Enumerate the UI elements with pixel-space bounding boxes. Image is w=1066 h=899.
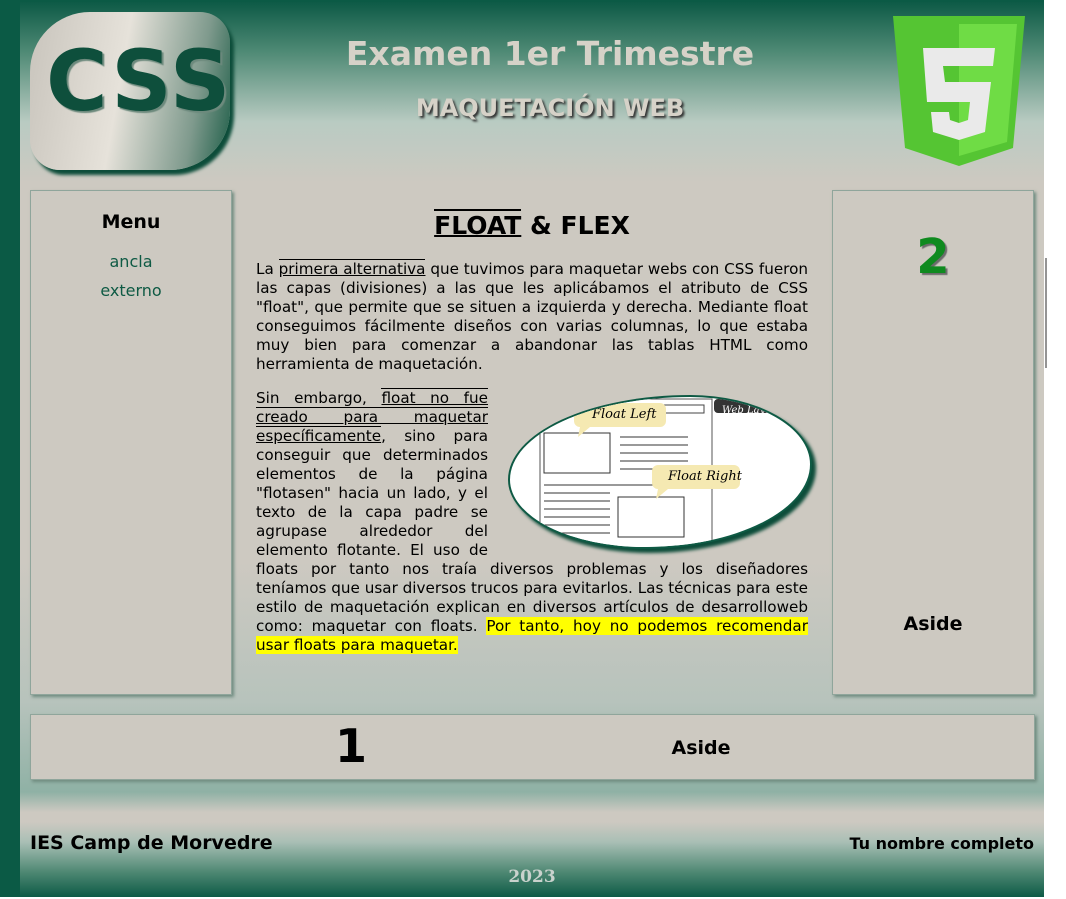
float-no-fue-link[interactable]: float no fue creado para maquetar específicamente xyxy=(256,389,489,445)
nav-link-externo[interactable]: externo xyxy=(100,281,162,300)
nav-title: Menu xyxy=(101,211,161,233)
p2-start: Sin embargo, xyxy=(256,389,382,407)
float-left-bubble: Float Left xyxy=(592,407,657,422)
heading-float: FLOAT xyxy=(434,211,522,240)
nav-link-ancla[interactable]: ancla xyxy=(109,252,153,271)
page-title: Examen 1er Trimestre xyxy=(345,34,755,73)
p1-end: que tuvimos para maquetar webs con CSS fueron las capas (divisiones) a las que les aplicábamos el atributo de CSS "float", que permite que se situen a izquierda y derecha. Mediante float conseguimos fácilmente diseños con varias columnas, lo que estaba muy bien para comenzar a abandonar las tablas HTML como herramienta de maquetación. xyxy=(256,260,808,373)
float-right-bubble: Float Right xyxy=(668,469,742,484)
p1-start: La xyxy=(256,260,279,278)
footer-school: IES Camp de Morvedre xyxy=(30,832,273,854)
main-content xyxy=(256,210,808,655)
primera-alternativa-link[interactable]: primera alternativa xyxy=(278,260,426,278)
right-scrollbar[interactable] xyxy=(1044,0,1066,899)
footer-year: 2023 xyxy=(508,867,556,887)
paragraph-2 xyxy=(256,389,808,655)
highlighted-text: Por tanto, hoy no podemos recomendar usar floats para maquetar. xyxy=(256,617,808,654)
nav-panel xyxy=(30,190,232,695)
css-logo xyxy=(30,12,233,170)
web-layout-figure xyxy=(508,395,812,551)
heading-rest: & FLEX xyxy=(521,211,630,240)
p2-mid: , sino para conseguir que determinados elementos de la página "flotasen" hacia un lado, y el texto de la capa padre se agrupase alrededor del elemento flotante. El uso de floats por tanto nos traía diversos problemas y los diseñadores teníamos que usar diversos trucos para evitarlos. Las técnicas para este estilo de maquetación explican en diversos artículos de desarrolloweb como: maquetar con floats. xyxy=(256,427,808,635)
html5-logo xyxy=(893,16,1025,168)
web-layout-tag: Web Layout xyxy=(722,405,782,416)
footer-author: Tu nombre completo xyxy=(849,834,1034,853)
aside-1-number: 1 xyxy=(334,719,367,773)
scrollbar-thumb[interactable] xyxy=(1045,258,1047,368)
main-heading xyxy=(256,210,808,260)
aside-2-panel xyxy=(832,190,1034,695)
css-logo-text: CSS xyxy=(46,32,233,130)
page-subtitle: MAQUETACIÓN WEB xyxy=(415,94,685,122)
aside-2-number: 2 xyxy=(916,229,950,285)
aside-2-label: Aside xyxy=(903,613,963,635)
figure-frame xyxy=(508,395,812,549)
aside-1-panel xyxy=(30,714,1035,780)
aside-1-label: Aside xyxy=(671,737,731,759)
paragraph-1 xyxy=(256,260,808,374)
